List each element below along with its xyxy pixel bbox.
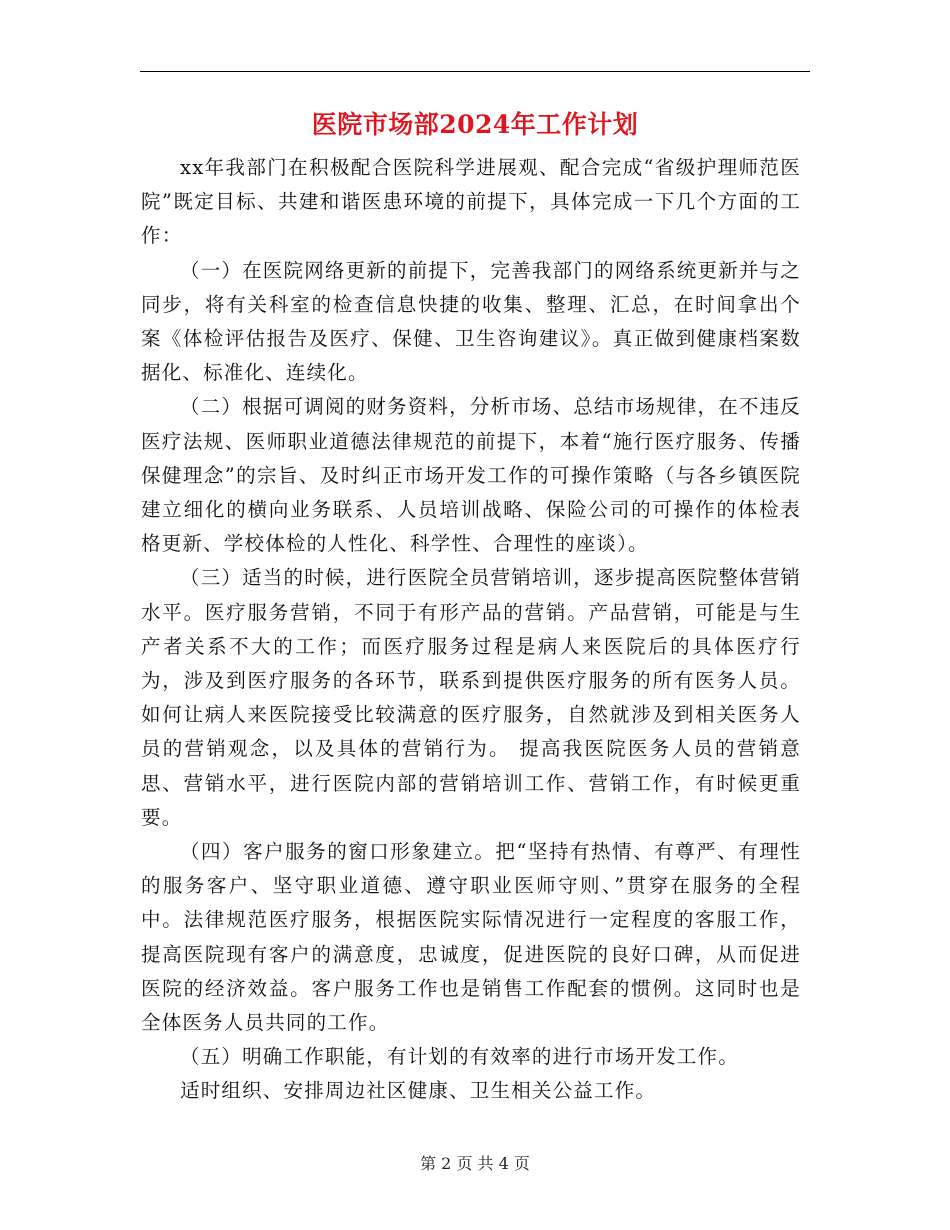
section-5-paragraph: （五）明确工作职能，有计划的有效率的进行市场开发工作。 [180, 1045, 739, 1069]
section-1-paragraph: （一）在医院网络更新的前提下，完善我部门的网络系统更新并与之同步，将有关科室的检查信息快捷的收集、整理、汇总，在时间拿出个案《体检评估报告及医疗、保健、卫生咨询建议》。真正做到健康档案数据化、标准化、连续化。 [141, 258, 802, 385]
page-number-label: 第 2 页 共 4 页 [420, 1154, 530, 1173]
header-rule [140, 71, 810, 72]
document-title: 医院市场部2024年工作计划 [311, 110, 639, 139]
document-body [141, 151, 801, 1109]
section-3-paragraph: （三）适当的时候，进行医院全员营销培训，逐步提高医院整体营销水平。医疗服务营销，不同于有形产品的营销。产品营销，可能是与生产者关系不大的工作；而医疗服务过程是病人来医院后的具体医疗行为，涉及到医疗服务的各环节，联系到提供医疗服务的所有医务人员。如何让病人来医院接受比较满意的医疗服务，自然就涉及到相关医务人员的营销观念，以及具体的营销行为。 提高我医院医务人员的营销意思、营销水平，进行医院内部的营销培训工作、营销工作，有时候更重要。 [141, 566, 802, 829]
section-4-paragraph: （四）客户服务的窗口形象建立。把“坚持有热情、有尊严、有理性的服务客户、坚守职业道德、遵守职业医师守则、”贯穿在服务的全程中。法律规范医疗服务，根据医院实际情况进行一定程度的客服工作，提高医院现有客户的满意度，忠诚度，促进医院的良好口碑，从而促进医院的经济效益。客户服务工作也是销售工作配套的惯例。这同时也是全体医务人员共同的工作。 [141, 840, 801, 1035]
closing-paragraph: 适时组织、安排周边社区健康、卫生相关公益工作。 [180, 1079, 657, 1103]
page-footer [0, 1153, 950, 1175]
section-2-paragraph: （二）根据可调阅的财务资料，分析市场、总结市场规律，在不违反医疗法规、医师职业道德法律规范的前提下，本着“施行医疗服务、传播保健理念”的宗旨、及时纠正市场开发工作的可操作策略（与各乡镇医院建立细化的横向业务联系、人员培训战略、保险公司的可操作的体检表格更新、学校体检的人性化、科学性、合理性的座谈）。 [141, 395, 802, 556]
intro-paragraph: xx年我部门在积极配合医院科学进展观、配合完成“省级护理师范医院”既定目标、共建和谐医患环境的前提下，具体完成一下几个方面的工作： [141, 156, 801, 248]
